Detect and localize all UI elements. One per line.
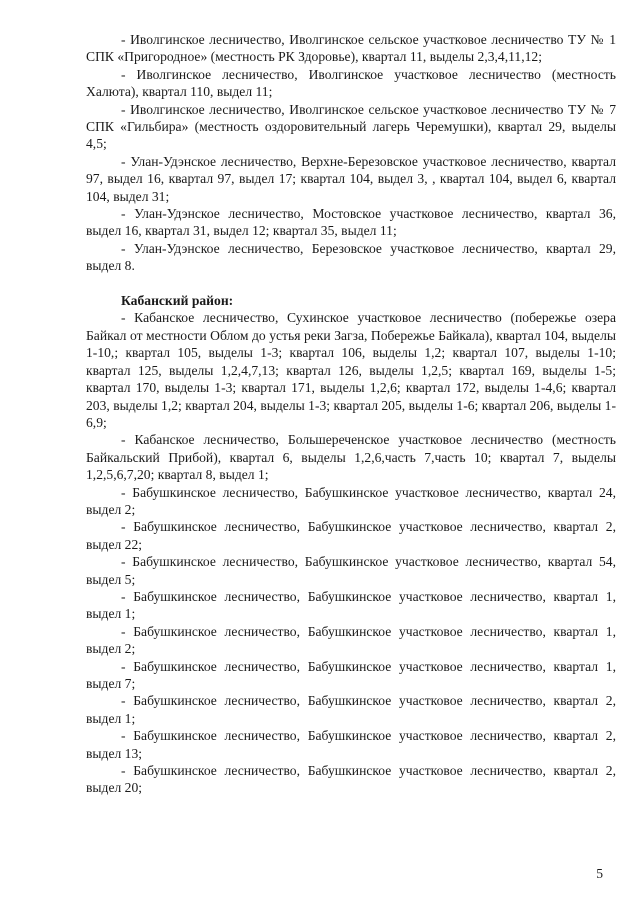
list-item: - Бабушкинское лесничество, Бабушкинское участковое лесничество, квартал 2, выдел 13; (86, 728, 616, 761)
list-item: - Улан-Удэнское лесничество, Верхне-Березовское участковое лесничество, квартал 97, выдел 16, квартал 97, выдел 17; квартал 104, выдел 3, , квартал 104, выдел 6, квартал 104, выдел 31; (86, 153, 616, 204)
paragraph-spacer (86, 275, 616, 292)
section-heading: Кабанский район: (121, 293, 234, 309)
list-item: - Улан-Удэнское лесничество, Березовское участковое лесничество, квартал 29, выдел 8. (86, 240, 616, 274)
list-item: - Бабушкинское лесничество, Бабушкинское участковое лесничество, квартал 2, выдел 1; (86, 693, 616, 726)
document-page (86, 31, 616, 797)
list-item: - Бабушкинское лесничество, Бабушкинское участковое лесничество, квартал 1, выдел 2; (86, 623, 616, 657)
list-item: - Бабушкинское лесничество, Бабушкинское участковое лесничество, квартал 1, выдел 7; (86, 658, 616, 692)
list-item: - Кабанское лесничество, Большереченское участковое лесничество (местность Байкальский Прибой), квартал 6, выделы 1,2,6,часть 7,часть 10; квартал 7, выделы 1,2,5,6,7,20; квартал 8, выдел 1; (86, 432, 616, 483)
list-item: - Бабушкинское лесничество, Бабушкинское участковое лесничество, квартал 2, выдел 22; (86, 519, 616, 552)
list-item: - Улан-Удэнское лесничество, Мостовское участковое лесничество, квартал 36, выдел 16, квартал 31, выдел 12; квартал 35, выдел 11; (86, 206, 616, 239)
list-item: - Бабушкинское лесничество, Бабушкинское участковое лесничество, квартал 54, выдел 5; (86, 554, 616, 587)
list-item: - Бабушкинское лесничество, Бабушкинское участковое лесничество, квартал 24, выдел 2; (86, 484, 616, 517)
page-number: 5 (596, 866, 603, 881)
list-item: - Иволгинское лесничество, Иволгинское участковое лесничество (местность Халюта), квартал 110, выдел 11; (86, 66, 616, 100)
list-item: - Кабанское лесничество, Сухинское участковое лесничество (побережье озера Байкал от местности Облом до устья реки Загза, Побережье Байкала), квартал 104, выделы 1-10,; квартал 105, выделы 1-3; квартал 106, выделы 1,2; квартал 107, выделы 1-10; квартал 125, выделы 1,2,4,7,13; квартал 126, выделы 1,2,5; квартал 169, выделы 1-5; квартал 170, выделы 1-3; квартал 171, выделы 1,2,6; квартал 172, выделы 1-4,6; квартал 203, выделы 1,2; квартал 204, выделы 1-3; квартал 205, выделы 1-6; квартал 206, выделы 1-6,9; (86, 310, 616, 430)
list-item: - Иволгинское лесничество, Иволгинское сельское участковое лесничество ТУ № 1 СПК «Пригородное» (местность РК Здоровье), квартал 11, выделы 2,3,4,11,12; (86, 32, 616, 65)
list-item: - Иволгинское лесничество, Иволгинское сельское участковое лесничество ТУ № 7 СПК «Гильбира» (местность оздоровительный лагерь Черемушки), квартал 29, выделы 4,5; (86, 101, 616, 152)
list-item: - Бабушкинское лесничество, Бабушкинское участковое лесничество, квартал 2, выдел 20; (86, 763, 616, 796)
list-item: - Бабушкинское лесничество, Бабушкинское участковое лесничество, квартал 1, выдел 1; (86, 588, 616, 622)
